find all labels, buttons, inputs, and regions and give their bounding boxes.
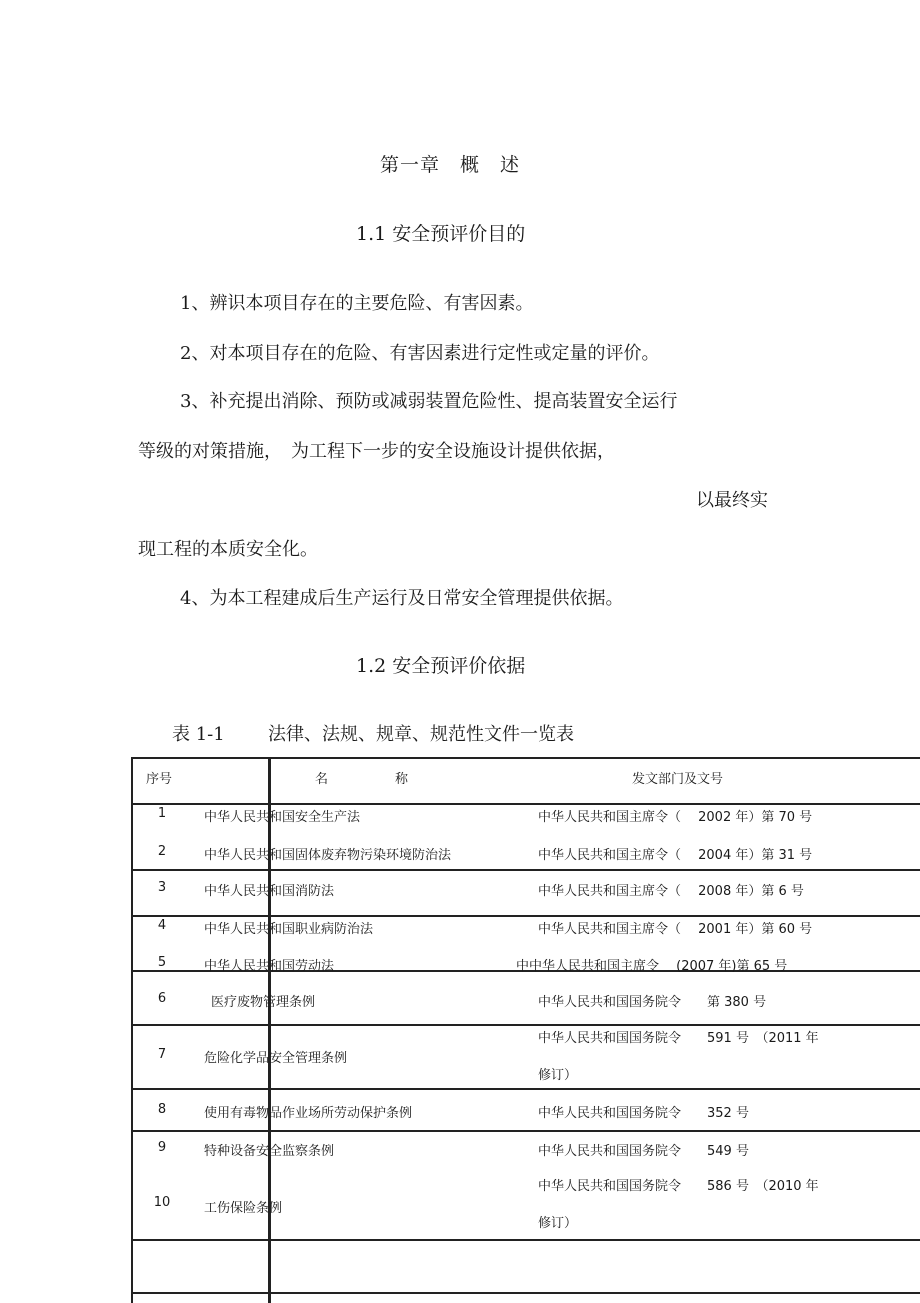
table-rule (131, 1024, 920, 1026)
table-row-name: 中华人民共和国安全生产法 (204, 810, 361, 825)
table-caption-title: 法律、法规、规章、规范性文件一览表 (268, 724, 574, 745)
paragraph-3-line-4: 现工程的本质安全化。 (138, 539, 318, 560)
header-no: 序号 (146, 772, 173, 787)
table-row-no: 4 (157, 918, 167, 933)
paragraph-3-line-3: 以最终实 (696, 490, 768, 511)
table-rule-top (131, 757, 920, 759)
table-rule (131, 1088, 920, 1090)
table-row-name: 中华人民共和国职业病防治法 (204, 922, 374, 937)
table-rule (131, 803, 920, 805)
table-row-issuer: 中华人民共和国国务院令 586 号 （2010 年 (538, 1179, 819, 1194)
table-row-name: 使用有毒物品作业场所劳动保护条例 (204, 1106, 413, 1121)
table-row-no: 1 (157, 806, 167, 821)
table-row-no: 6 (157, 991, 167, 1006)
table-row-no: 8 (157, 1102, 167, 1117)
table-row-name: 中华人民共和国劳动法 (204, 959, 335, 974)
paragraph-4: 4、为本工程建成后生产运行及日常安全管理提供依据。 (180, 588, 624, 609)
table-row-name: 医疗废物管理条例 (211, 995, 316, 1010)
table-rule (131, 1130, 920, 1132)
section-1-2-title: 1.2 安全预评价依据 (356, 655, 526, 677)
table-row-no: 2 (157, 844, 167, 859)
table-row-no: 9 (157, 1140, 167, 1155)
table-row-issuer: 中华人民共和国国务院令 第 380 号 (538, 995, 767, 1010)
table-row-name: 工伤保险条例 (204, 1201, 283, 1216)
paragraph-1: 1、辨识本项目存在的主要危险、有害因素。 (180, 293, 534, 314)
table-row-issuer: 中华人民共和国主席令（ 2002 年）第 70 号 (538, 810, 813, 825)
paragraph-3-line-1: 3、补充提出消除、预防或减弱装置危险性、提高装置安全运行 (180, 391, 678, 412)
header-name-1: 名 (315, 772, 329, 787)
table-row-issuer-cont: 修订） (538, 1068, 578, 1083)
table-row-issuer: 中华人民共和国国务院令 352 号 (538, 1106, 749, 1121)
table-row-issuer: 中华人民共和国国务院令 549 号 (538, 1144, 749, 1159)
table-row-issuer-cont: 修订） (538, 1216, 578, 1231)
table-rule-col-divider (268, 757, 271, 1303)
table-row-issuer: 中华人民共和国主席令（ 2004 年）第 31 号 (538, 848, 813, 863)
table-row-name: 中华人民共和国消防法 (204, 884, 335, 899)
table-rule (131, 915, 920, 917)
header-issuer: 发文部门及文号 (632, 772, 724, 787)
table-row-issuer: 中华人民共和国国务院令 591 号 （2011 年 (538, 1031, 819, 1046)
table-row-no: 5 (157, 955, 167, 970)
table-row-name: 特种设备安全监察条例 (204, 1144, 335, 1159)
table-caption-number: 表 1-1 (172, 724, 225, 745)
section-1-1-title: 1.1 安全预评价目的 (356, 223, 526, 245)
table-row-name: 危险化学品安全管理条例 (204, 1051, 348, 1066)
table-rule (131, 1239, 920, 1241)
table-row-no: 3 (157, 880, 167, 895)
table-rule-left (131, 757, 133, 1303)
table-row-no: 7 (157, 1047, 167, 1062)
table-rule (131, 869, 920, 871)
table-row-no: 10 (153, 1195, 171, 1210)
paragraph-3-line-2: 等级的对策措施， 为工程下一步的安全设施设计提供依据， (138, 441, 615, 462)
header-name-2: 称 (395, 772, 409, 787)
paragraph-2: 2、对本项目存在的危险、有害因素进行定性或定量的评价。 (180, 343, 660, 364)
table-row-issuer: 中华人民共和国主席令（ 2001 年）第 60 号 (538, 922, 813, 937)
chapter-title: 第一章 概 述 (380, 154, 521, 176)
table-row-name: 中华人民共和国固体废弃物污染环境防治法 (204, 848, 452, 863)
table-rule (131, 1292, 920, 1294)
table-row-issuer: 中华人民共和国主席令（ 2008 年）第 6 号 (538, 884, 804, 899)
table-row-issuer: 中中华人民共和国主席令 (2007 年)第 65 号 (516, 959, 788, 974)
